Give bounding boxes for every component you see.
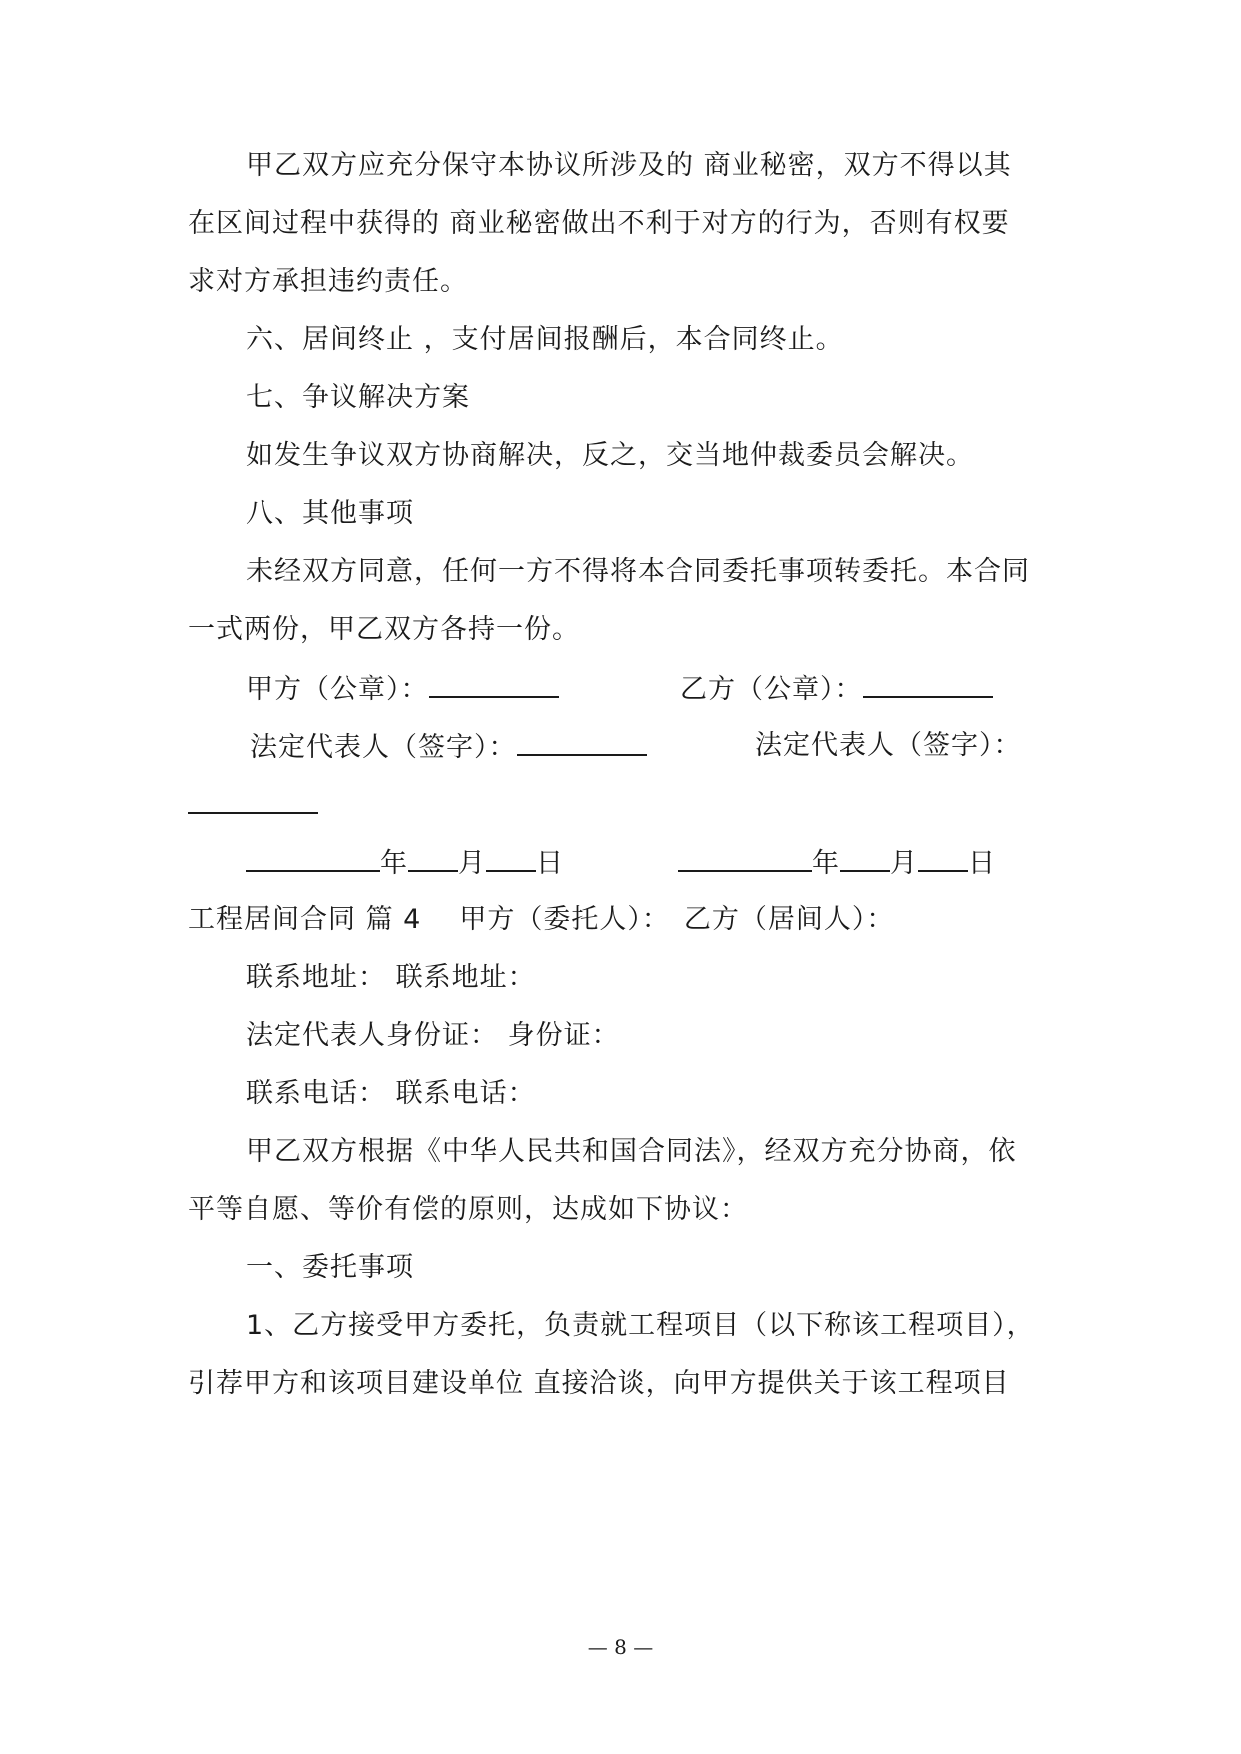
paragraph-line: 1、乙方接受甲方委托，负责就工程项目（以下称该工程项目）， (246, 1310, 1035, 1341)
party-b-rep-blank-line (188, 786, 318, 824)
year-label: 年 (380, 848, 408, 879)
id-line: 法定代表人身份证： 身份证： (246, 1020, 620, 1051)
year-blank (246, 844, 380, 872)
month-blank (408, 844, 458, 872)
party-b-rep-blank (188, 786, 318, 814)
paragraph-line: 如发生争议双方协商解决，反之，交当地仲裁委员会解决。 (246, 440, 974, 471)
paragraph-line: 平等自愿、等价有偿的原则，达成如下协议： (188, 1194, 748, 1225)
paragraph-line: 求对方承担违约责任。 (188, 266, 468, 297)
month-blank (840, 844, 890, 872)
address-line: 联系地址： 联系地址： (246, 962, 536, 993)
day-label: 日 (968, 848, 996, 879)
paragraph-line: 未经双方同意，任何一方不得将本合同委托事项转委托。本合同 (246, 556, 1030, 587)
party-b-label: 乙方（居间人）： (683, 904, 895, 935)
paragraph-line: 一式两份，甲乙双方各持一份。 (188, 614, 580, 645)
party-b-seal-blank (863, 670, 993, 698)
paragraph-line: 甲乙双方应充分保守本协议所涉及的 商业秘密，双方不得以其 (246, 150, 1012, 181)
day-blank (486, 844, 536, 872)
party-b-date-line (678, 844, 996, 882)
party-a-rep-line (250, 728, 647, 766)
party-a-rep-blank (517, 728, 647, 756)
paragraph-line: 甲乙双方根据《中华人民共和国合同法》，经双方充分协商，依 (246, 1136, 1017, 1167)
month-label: 月 (458, 848, 486, 879)
party-a-seal-blank (429, 670, 559, 698)
month-label: 月 (890, 848, 918, 879)
day-blank (918, 844, 968, 872)
party-a-date-line (246, 844, 564, 882)
item-one-heading: 一、委托事项 (246, 1252, 414, 1283)
party-a-seal-label: 甲方（公章）： (246, 674, 429, 705)
year-blank (678, 844, 812, 872)
party-b-seal-line (680, 670, 993, 708)
party-a-rep-label: 法定代表人（签字）： (250, 732, 517, 763)
section-seven-heading: 七、争议解决方案 (246, 382, 470, 413)
contract-heading-line (188, 902, 894, 938)
section-six-line: 六、居间终止 ，支付居间报酬后，本合同终止。 (246, 324, 844, 355)
party-b-rep-line (755, 728, 1022, 764)
contract-heading: 工程居间合同 篇 4 (188, 904, 422, 935)
paragraph-line: 引荐甲方和该项目建设单位 直接洽谈，向甲方提供关于该工程项目 (188, 1368, 1010, 1399)
party-b-rep-label: 法定代表人（签字）： (755, 730, 1022, 761)
year-label: 年 (812, 848, 840, 879)
party-a-label: 甲方（委托人）： (459, 904, 670, 935)
party-b-seal-label: 乙方（公章）： (680, 674, 863, 705)
phone-line: 联系电话： 联系电话： (246, 1078, 536, 1109)
page-number: — 8 — (587, 1635, 654, 1659)
party-a-seal-line (246, 670, 559, 708)
paragraph-line: 在区间过程中获得的 商业秘密做出不利于对方的行为，否则有权要 (188, 208, 1010, 239)
section-eight-heading: 八、其他事项 (246, 498, 414, 529)
day-label: 日 (536, 848, 564, 879)
